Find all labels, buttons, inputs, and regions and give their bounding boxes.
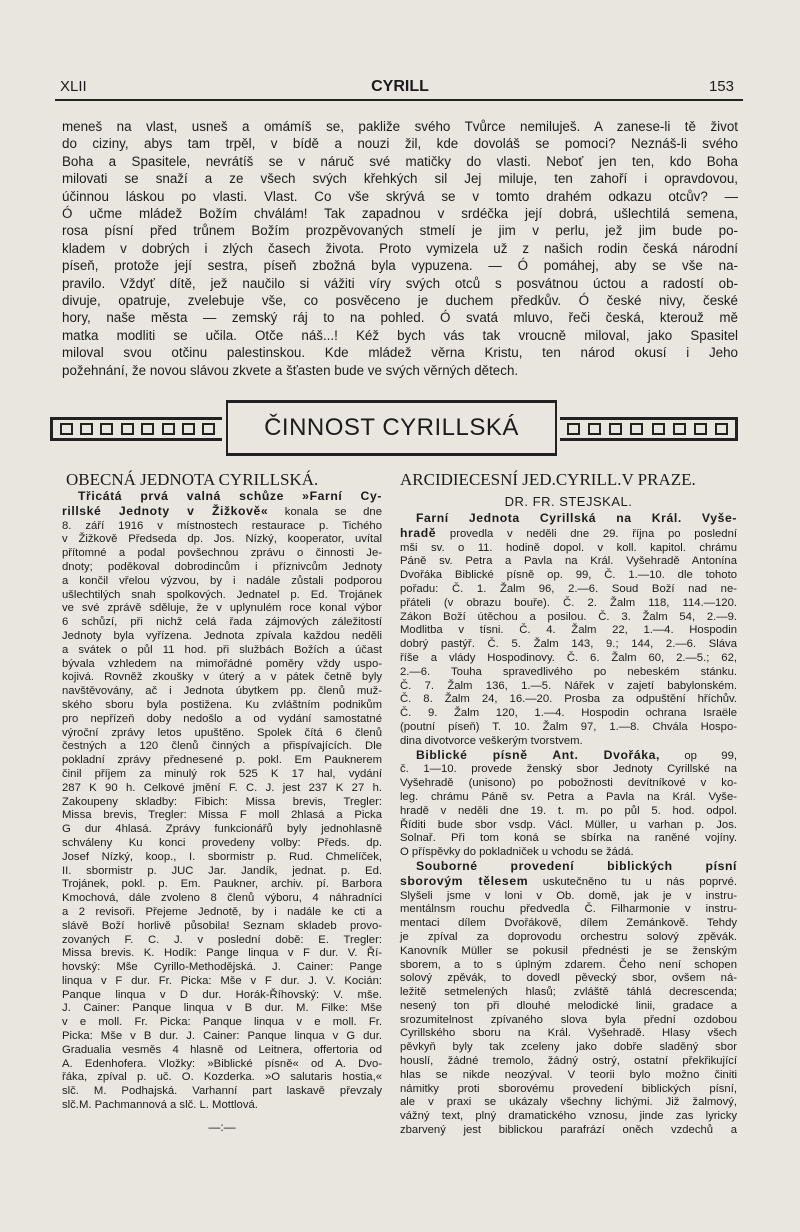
text-line [62, 865, 382, 879]
body-text: Cyrillského sboru na Král. Vyšehradě. Hlasy všech [400, 1027, 737, 1040]
square-ornament [715, 423, 728, 435]
text-line: účinnou láskou po vlasti. Vlast. Co vše skrývá se v tomto drahém odkazu otcův? — [62, 188, 738, 204]
journal-title: CYRILL [371, 78, 429, 95]
body-text: navštěvovány, ač i Jednota úbytkem pp. členů muž- [62, 685, 382, 698]
text-line [400, 611, 737, 625]
body-text: Č. 7. Žalm 136, 1.—5. Nářek v zajetí babylonském. [400, 679, 737, 692]
text-line [400, 1027, 737, 1041]
text-line [400, 986, 737, 1000]
body-text: O příspěvky do pokladniček u vchodu se žádá. [400, 846, 634, 859]
text-line [400, 875, 737, 890]
banner-ornament-left [50, 417, 222, 441]
body-text: slč.M. Pachmannová a slč. L. Mottlová. [62, 1099, 258, 1112]
bold-lead-text: Souborné provedení biblických písní [416, 858, 737, 873]
square-ornament [588, 423, 601, 435]
body-text: Trojánek, pokl. p. Em. Paukner, archiv. pí. Barbora [62, 878, 382, 891]
text-line [62, 671, 382, 685]
body-text: provedla v neděli dne 29. října po poslední [436, 527, 737, 540]
text-line: pravilo. Vždyť dítě, jež naučilo si vážiti víry svých otců s posvátnou úctou a radostí ob- [62, 275, 738, 291]
body-text: ského sboru byla postižena. Ku zvláštním podnikům [62, 698, 382, 711]
text-line [62, 575, 382, 589]
body-text: A. Edenhofera. Vložky: »Biblické písně« od A. Dvo- [62, 1057, 382, 1070]
text-line: rosa písní před trůnem Božím prozpěvovaných stmelí je jim v perlu, jež jim bude po- [62, 223, 738, 239]
text-line [400, 931, 737, 945]
text-line: meneš na vlast, usneš a omámíš se, pakliže svého Tvůrce nemiluješ. A zanese-li tě život [62, 119, 738, 134]
body-text: mši sv. o 11. hodině dopol. v koll. kapitol. chrámu [400, 541, 737, 554]
text-line [400, 527, 737, 542]
square-ornament [652, 423, 665, 435]
body-text: 287 K 90 h. Celkové jmění F. C. J. jest 237 K 27 h. [62, 781, 382, 794]
text-line [400, 1124, 737, 1138]
body-text: houslí, žádné tremolo, žádný ostrý, ostatní překřikující [400, 1055, 737, 1068]
section-title: ČINNOST CYRILLSKÁ [264, 414, 519, 441]
body-text: sborem, a to s úplným zdarem. Čeho není schopen [400, 958, 737, 971]
text-line [400, 1000, 737, 1014]
body-text: čestných a 120 členů činných a přispívajících. Dle [62, 740, 382, 753]
body-text: je zpíval za doprovodu orchestru solový zpěvák. [400, 930, 737, 943]
body-text: zovaných F. C. J. v poslední době: E. Tregler: [62, 933, 382, 946]
paragraph [400, 749, 737, 860]
body-text: G dur 4hlasá. Zprávy funkcionářů byly jednohlasně [62, 823, 382, 836]
text-line [400, 652, 737, 666]
body-text: Josef Nízký, koop., I. sbormistr p. Rud. Chmelíček, [62, 850, 382, 863]
text-line [62, 520, 382, 534]
text-line: matka modliti se učila. Otče náš...! Kéž bych vás tak vroucně miloval, jako Spasitel [62, 327, 738, 343]
text-line [62, 1002, 382, 1016]
body-text: Jednoty byla vyřízena. Jednota zpívala každou neděli [62, 629, 382, 642]
body-text: bývala vzhledem na mimořádné poměry vždy uspo- [62, 657, 382, 670]
text-line [400, 777, 737, 791]
body-text: Modlitba v tísni. Č. 4. Žalm 22, 1.—4. Hospodin [400, 624, 737, 637]
body-text: Vyšehradě (unisono) po pobožnosti devítníkové v ko- [400, 777, 737, 790]
text-line [400, 791, 737, 805]
text-line [400, 735, 737, 749]
left-column [62, 490, 382, 1113]
body-text: mentaci dílem Dvořákově, dílem Zemánkově. Tehdy [400, 917, 737, 930]
body-text: hovský: Mše Cyrillo-Methodějská. J. Cainer: Pange [62, 961, 382, 974]
body-text: J. Cainer: Panque linqua v B dur. M. Filke: Mše [62, 1002, 382, 1015]
right-column-author: DR. FR. STEJSKAL. [504, 494, 633, 509]
body-text: a svátek o půl 11 hod. při službách Božích a účast [62, 643, 382, 656]
body-text: Picka: Mše v B dur. J. Cainer: Panque linqua v G dur. [62, 1030, 382, 1043]
text-line [400, 542, 737, 556]
body-text: dobrý pastýř. Č. 5. Žalm 143, 9.; 144, 2.—6. Sláva [400, 638, 737, 651]
bold-lead-text: hradě [400, 525, 437, 540]
text-line: do ciziny, abys tam trpěl, v bídě a nouzi žil, kde dovoláš se pomoci? Neznáš-li svého [62, 136, 738, 152]
body-text: 6 schůzí, při nichž celá řada zájmových záležitostí [62, 616, 382, 629]
text-line [62, 878, 382, 892]
text-line [62, 644, 382, 658]
square-ornament [694, 423, 707, 435]
text-line [400, 846, 737, 860]
section-banner [226, 400, 557, 456]
body-text: uskutečněno tu u nás poprvé. [528, 875, 737, 888]
text-line [400, 903, 737, 917]
body-text: Missa brevis, Tregler: Missa F moll 2hlasá a Picka [62, 809, 382, 822]
right-column-heading: ARCIDIECESNÍ JED.CYRILL.V PRAZE. [400, 470, 696, 489]
text-line [400, 666, 737, 680]
text-line [62, 947, 382, 961]
body-text: a končil vřelou výzvou, by i nadále zůstali podporou [62, 574, 382, 587]
text-line: píseň, protože její sestra, píseň zbožná byla vypuzena. — Ó pomáhej, aby se vše na- [62, 258, 738, 274]
text-line [62, 1058, 382, 1072]
text-line [400, 624, 737, 638]
text-line [62, 837, 382, 851]
square-ornament [202, 423, 215, 435]
bold-lead-text: rillské Jednoty v Žižkově« [62, 503, 269, 518]
body-text: slč. M. Podhajská. Varhanní part laskavě převzaly [62, 1085, 382, 1098]
bold-lead-text: sborovým tělesem [400, 873, 529, 888]
body-text: přítomné a podal povšechnou zprávu o činnosti Je- [62, 547, 382, 560]
text-line [62, 1085, 382, 1099]
square-ornament [60, 423, 73, 435]
left-column-heading: OBECNÁ JEDNOTA CYRILLSKÁ. [66, 470, 319, 489]
text-line [400, 512, 737, 527]
volume-number: XLII [60, 78, 87, 95]
body-text: Panque linqua v D dur. Horák-Říhovský: V. mše. [62, 988, 382, 1001]
body-text: solový zpěvák, to dovedl pěvecký sbor, ovšem ná- [400, 972, 737, 985]
body-text: schváleny Ku konci provedeny volby: Předs. dp. [62, 836, 382, 849]
text-line [400, 569, 737, 583]
text-line [400, 1083, 737, 1097]
text-line [62, 768, 382, 782]
text-line [62, 1044, 382, 1058]
body-text: ve své zprávě sděluje, že v uplynulém roce konal výbor [62, 602, 382, 615]
text-line [62, 920, 382, 934]
body-text: říše a vlády Hospodinovy. Č. 6. Žalm 60, 2.—5.; 62, [400, 651, 737, 664]
text-line [62, 975, 382, 989]
text-line [62, 754, 382, 768]
body-text: Dvořáka Biblické písně op. 99, Č. 1.—10. dle tohoto [400, 569, 737, 582]
text-line [62, 892, 382, 906]
body-text: zbarvený jest biblickou parafrází oněch vzdechů a [400, 1124, 737, 1137]
text-line [400, 597, 737, 611]
body-text: Zákon Boží útěchou a posilou. Č. 3. Žalm 54, 2.—9. [400, 610, 737, 623]
text-line [400, 721, 737, 735]
body-text: dina divotvorce veškerým tvorstvem. [400, 734, 583, 747]
body-text: Solnař. Při tom koná se sbírka na raněné vojíny. [400, 832, 737, 845]
header-rule [55, 99, 743, 101]
text-line [62, 989, 382, 1003]
body-text: pěvkyň byly tak zceleny jako dobře sladěný sbor [400, 1041, 737, 1054]
text-line [400, 1069, 737, 1083]
text-line [62, 727, 382, 741]
body-text: pořadu: Č. 1. Žalm 96, 2.—6. Soud Boží nad ne- [400, 582, 737, 595]
text-line [400, 749, 737, 764]
text-line [62, 616, 382, 630]
text-line [400, 972, 737, 986]
page-number: 153 [708, 78, 734, 95]
body-text: II. sbormistr p. JUC Jar. Jandík, jednat. p. Ed. [62, 864, 382, 877]
text-line [62, 630, 382, 644]
body-text: leg. chrámu Páně sv. Petra a Pavla na Král. Vyše- [400, 790, 737, 803]
text-line [62, 533, 382, 547]
text-line [400, 1041, 737, 1055]
text-line: milovati se snaží a ze všech svých křehkých sil Jej miluje, ten zahoří i opravdovou, [62, 171, 738, 187]
body-text: Č. 9. Žalm 120, 1.—4. Hospodin ochrana Israële [400, 707, 737, 720]
square-ornament [162, 423, 175, 435]
body-text: kojivá. Rovněž zkoušky v úterý a v pátek četně byly [62, 671, 382, 684]
text-line [62, 1071, 382, 1085]
text-line [400, 583, 737, 597]
square-ornament [609, 423, 622, 435]
body-text: výroční zprávy letos upuštěno. Spolek čítá 6 členů [62, 726, 382, 739]
paragraph [400, 860, 737, 1138]
body-text: 2.—6. Touha spravedlivého po nebeském stánku. [400, 665, 737, 678]
text-line [400, 763, 737, 777]
square-ornament [141, 423, 154, 435]
square-ornament [630, 423, 643, 435]
text-line [62, 906, 382, 920]
text-line [62, 809, 382, 823]
text-line [62, 934, 382, 948]
text-line [62, 490, 382, 505]
text-line [62, 1016, 382, 1030]
text-line [62, 602, 382, 616]
text-line [62, 561, 382, 575]
body-text: činil příjem za minulý rok 525 K 17 hal, vydání [62, 767, 382, 780]
text-line [62, 823, 382, 837]
body-text: Č. 8. Žalm 24, 16.—20. Prosba za odpuštění hříchův. [400, 693, 737, 706]
top-paragraph [62, 118, 738, 379]
text-line [62, 851, 382, 865]
body-text: pokladní zprávy přednesené p. pokl. Em Pauknerem [62, 754, 382, 767]
body-text: vážný text, plný dramatického vznosu, jinde zas lyricky [400, 1110, 737, 1123]
text-line [400, 819, 737, 833]
text-line [400, 555, 737, 569]
body-text: konala se dne [268, 505, 382, 518]
paragraph [62, 490, 382, 1113]
right-column [400, 512, 737, 1138]
body-text: Gradualia vesměs 4 hlasně od Leitnera, offertoria od [62, 1043, 382, 1056]
body-text: Kanovník Müller se pokusil přednésti je se ženským [400, 944, 737, 957]
text-line [400, 1014, 737, 1028]
square-ornament [80, 423, 93, 435]
text-line [400, 890, 737, 904]
text-line [400, 945, 737, 959]
text-line: požehnání, že novou slávou zkvete a šťasten bude ve svých věrných dětech. [62, 362, 519, 378]
square-ornament [100, 423, 113, 435]
body-text: linqua v F dur. Fr. Picka: Mše v F dur. J. V. Kocián: [62, 974, 382, 987]
square-ornament [182, 423, 195, 435]
text-line [62, 589, 382, 603]
end-separator: —:— [208, 1120, 236, 1134]
text-line [400, 680, 737, 694]
text-line [62, 1030, 382, 1044]
text-line: divuje, opatruje, zvelebuje vše, co posvěceno je duchem předkův. Ó české nivy, české [62, 293, 738, 309]
body-text: v e moll. Fr. Picka: Panque linqua v e moll. Fr. [62, 1016, 382, 1029]
text-line: hory, naše města — zemský ráj to na pohled. Ó svatá mluvo, řeči česká, kterouž mě [62, 310, 738, 326]
bold-lead-text: Farní Jednota Cyrillská na Král. Vyše- [416, 511, 737, 525]
body-text: Zakoupeny skladby: Fibich: Missa brevis, Tregler: [62, 795, 382, 808]
body-text: dnoty; poděkoval dobrodincům i příznivcům Jednoty [62, 560, 382, 573]
body-text: ušlechtilých snah spolkových. Jednatel p. Ed. Trojánek [62, 588, 382, 601]
body-text: Říditi bude sbor vsdp. Václ. Müller, u varhan p. Jos. [400, 818, 737, 831]
square-ornament [567, 423, 580, 435]
text-line [400, 1110, 737, 1124]
body-text: hradě v neděli dne 19. t. m. po půl 5. hod. odpol. [400, 804, 737, 817]
text-line [400, 917, 737, 931]
bold-lead-text: Biblické písně Ant. Dvořáka, [416, 747, 660, 762]
body-text: hlas se nikde neozýval. V teorii bylo možno činiti [400, 1068, 737, 1081]
banner-ornament-right [560, 417, 738, 441]
text-line [62, 782, 382, 796]
body-text: Kmochová, dále zvoleno 8 členů výboru, 4 náhradníci [62, 892, 382, 905]
text-line [62, 740, 382, 754]
text-line [62, 961, 382, 975]
text-line [400, 707, 737, 721]
body-text: Slyšeli jsme v loni v Ob. domě, jak je v instru- [400, 889, 737, 902]
text-line [400, 693, 737, 707]
text-line: kladem v dobrých i zlých časech života. Proto vymizela už z našich rodin česká národní [62, 240, 738, 256]
body-text: (poutní píseň) T. 10. Žalm 97, 1.—8. Chvála Hospo- [400, 720, 737, 733]
bold-lead-text: Třicátá prvá valná schůze »Farní Cy- [78, 489, 382, 503]
text-line [400, 805, 737, 819]
body-text: č. 1—10. provede ženský sbor Jednoty Cyrillské na [400, 763, 737, 776]
body-text: 8. září 1916 v místnostech restaurace p. Tichého [62, 519, 382, 532]
body-text: ležitě setmelených hlasů; zvláště táhlá decrescenda; [400, 986, 737, 999]
text-line [62, 699, 382, 713]
body-text: nesený ton při dlouhé melodické linii, gradace a [400, 999, 737, 1012]
text-line: miloval svou otčinu palestinskou. Kde mládež věrna Kristu, ten národ okusí i Jeho [62, 345, 738, 361]
text-line [400, 1096, 737, 1110]
body-text: op 99, [659, 749, 737, 762]
text-line [400, 1055, 737, 1069]
body-text: a 2 revisoři. Přejeme Jednotě, by i nadále ke cti a [62, 905, 382, 918]
square-ornament [121, 423, 134, 435]
text-line [400, 832, 737, 846]
text-line [62, 658, 382, 672]
text-line [62, 685, 382, 699]
body-text: srozumitelnost zpívaného slova byla přední ozdobou [400, 1013, 737, 1026]
text-line [62, 796, 382, 810]
body-text: v Žižkově Předseda dp. Jos. Nízký, kooperator, uvítal [62, 533, 382, 546]
square-ornament [673, 423, 686, 435]
text-line [62, 505, 382, 520]
body-text: námitky proti sborovému provedení biblických písní, [400, 1082, 737, 1095]
body-text: pro nepřízeň doby nedošlo a od vydání samostatné [62, 712, 382, 725]
body-text: Páně sv. Petra a Pavla na Král. Vyšehradě Antonína [400, 555, 737, 568]
body-text: slávě Boží horlivě působila! Seznam skladeb provo- [62, 919, 382, 932]
body-text: přáteli (v obrazu bouře). Č. 2. Žalm 118, 114.—120. [400, 596, 737, 609]
text-line [62, 1099, 382, 1113]
text-line [400, 959, 737, 973]
paragraph [400, 512, 737, 749]
text-line: Boha a Spasitele, nevrátíš se v náruč své matičky do vlasti. Neboť jen ten, kdo Boha [62, 153, 738, 169]
body-text: mentálnsm rouchu předvedla Č. Filharmonie v instru- [400, 903, 737, 916]
body-text: řáka, zpíval p. uč. O. Kozderka. »O salutaris hostia,« [62, 1071, 382, 1084]
text-line: Ó učme mládež Božím chválám! Tak zapadnou v srdéčka její dobrá, ušlechtilá semena, [62, 206, 738, 222]
text-line [62, 547, 382, 561]
body-text: ale v praxi se ukázaly všechny lichými. Již žalmový, [400, 1096, 737, 1109]
body-text: Missa brevis. K. Hodík: Pange linqua v F dur. V. Ří- [62, 947, 382, 960]
text-line [62, 713, 382, 727]
text-line [400, 638, 737, 652]
text-line [400, 860, 737, 875]
